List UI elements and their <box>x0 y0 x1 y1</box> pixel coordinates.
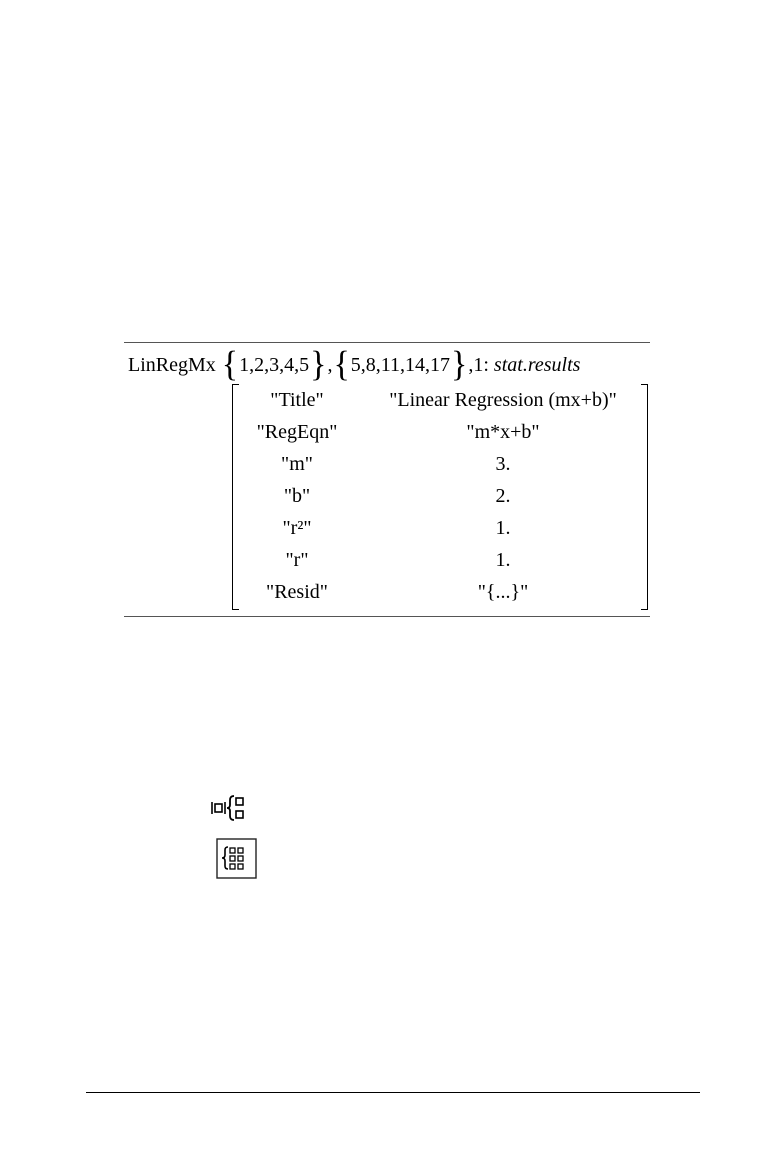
matrix-value: 3. <box>495 453 511 475</box>
footer-rule <box>86 1092 700 1093</box>
category-arg: ,1: <box>468 354 494 376</box>
list2-values: 5,8,11,14,17 <box>350 354 451 376</box>
matrix-key: "r" <box>285 549 309 571</box>
list2-close-brace: } <box>451 345 468 384</box>
matrix-key: "Resid" <box>266 581 328 603</box>
example-bottom-rule <box>124 616 650 617</box>
list1-close-brace: } <box>310 345 327 384</box>
matrix-row <box>232 416 648 448</box>
matrix-list-icon <box>210 794 246 822</box>
command-line <box>128 345 581 384</box>
matrix-value: "{...}" <box>477 581 529 603</box>
matrix-row <box>232 384 648 416</box>
list2-open-brace: { <box>333 345 350 384</box>
matrix-key: "r²" <box>282 517 312 539</box>
example-top-rule <box>124 342 650 343</box>
result-matrix <box>232 384 648 611</box>
list1-values: 1,2,3,4,5 <box>239 354 310 376</box>
matrix-row <box>232 448 648 480</box>
matrix-value: 1. <box>495 517 511 539</box>
matrix-row <box>232 544 648 576</box>
matrix-value: "Linear Regression (mx+b)" <box>389 389 617 411</box>
list1-open-brace: { <box>221 345 239 384</box>
matrix-value: "m*x+b" <box>466 421 540 443</box>
boxed-list-template-icon <box>216 838 257 879</box>
matrix-row <box>232 576 648 608</box>
matrix-value: 2. <box>495 485 511 507</box>
command-name: LinRegMx <box>128 354 216 376</box>
matrix-key: "RegEqn" <box>256 421 338 443</box>
example-block <box>124 342 650 618</box>
matrix-value: 1. <box>495 549 511 571</box>
comma: , <box>327 354 333 376</box>
result-target: stat.results <box>493 354 581 376</box>
matrix-key: "b" <box>283 485 311 507</box>
matrix-key: "Title" <box>270 389 324 411</box>
matrix-key: "m" <box>281 453 313 475</box>
matrix-row <box>232 480 648 512</box>
matrix-row <box>232 512 648 544</box>
